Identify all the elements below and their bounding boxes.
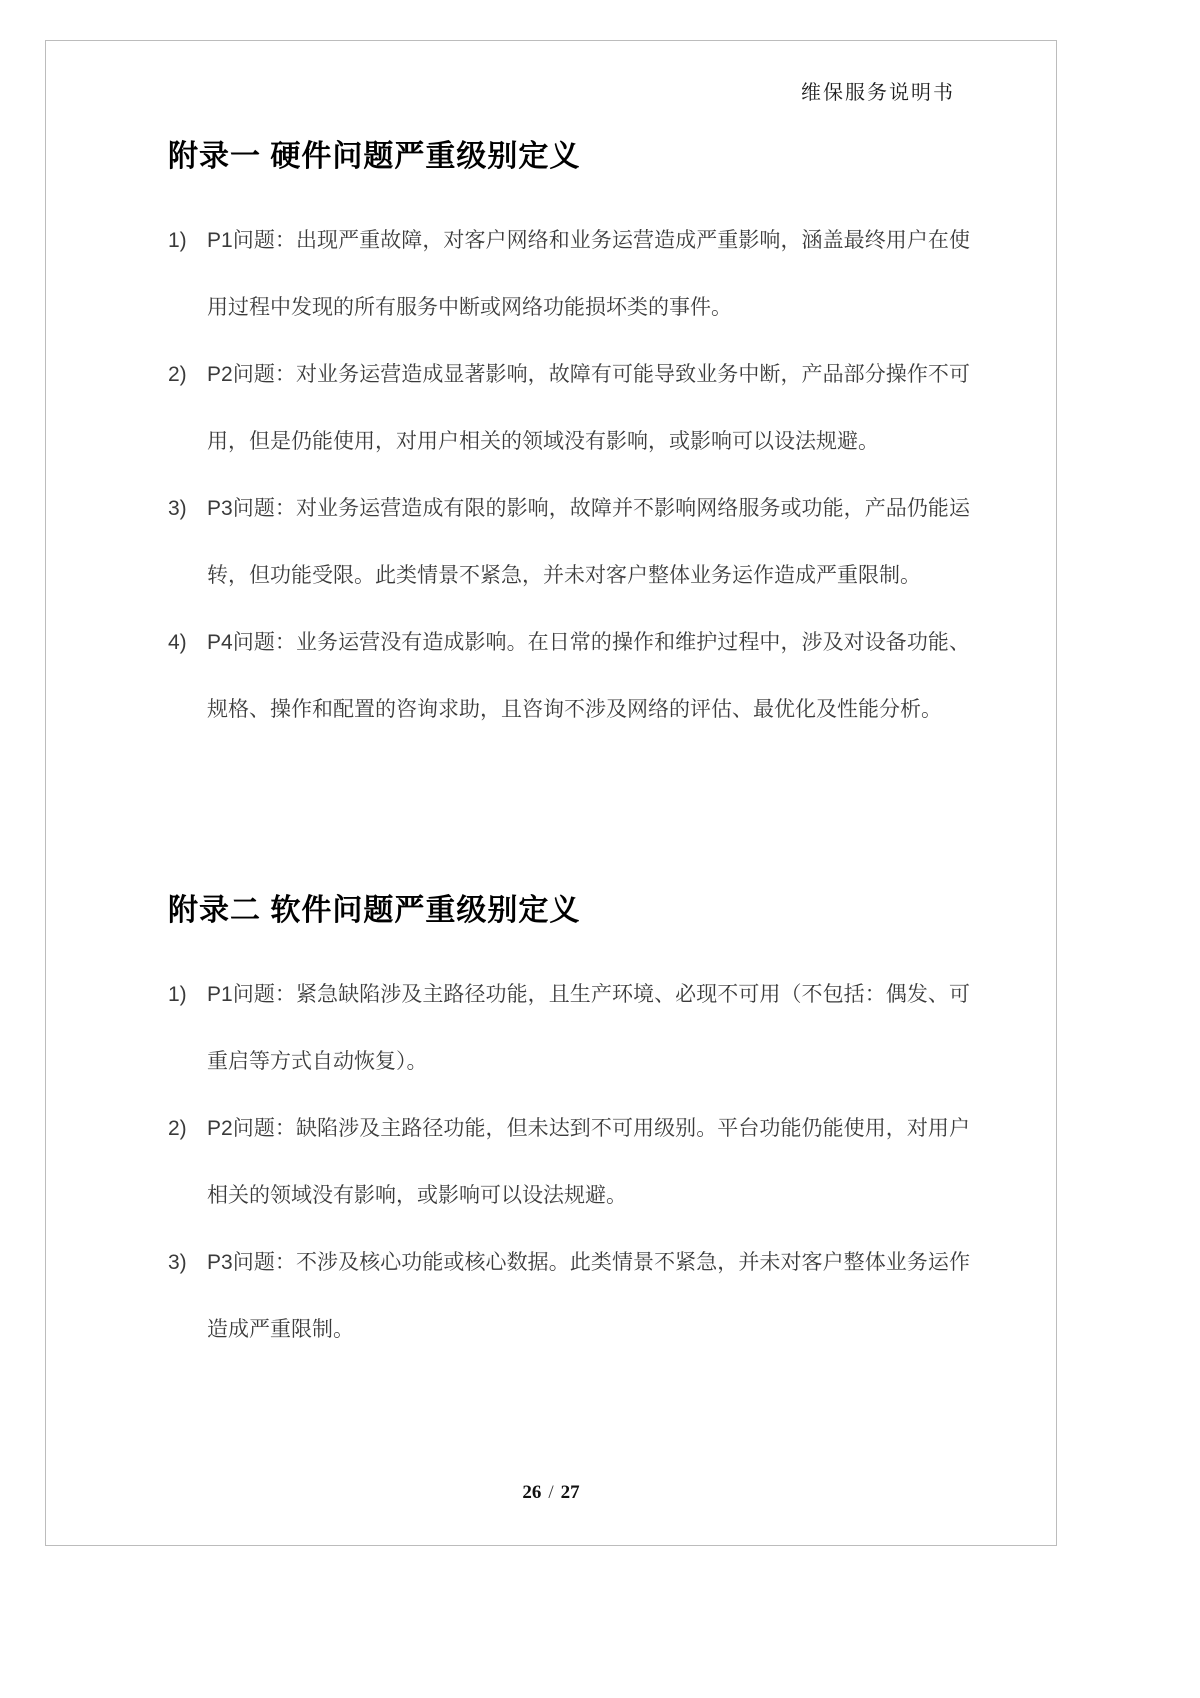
list-item-number: 3) xyxy=(168,497,187,520)
list-item-text: P2问题：缺陷涉及主路径功能，但未达到不可用级别。平台功能仍能使用，对用户相关的领域没有影响，或影响可以设法规避。 xyxy=(207,1117,970,1207)
list-item xyxy=(168,207,970,341)
appendix-2-title: 附录二 软件问题严重级别定义 xyxy=(168,894,581,927)
page-number-total: 27 xyxy=(560,1482,580,1503)
appendix-1-list xyxy=(168,207,970,743)
page-number-current: 26 xyxy=(522,1482,542,1503)
list-item xyxy=(168,609,970,743)
list-item-text: P1问题：紧急缺陷涉及主路径功能，且生产环境、必现不可用（不包括：偶发、可重启等方式自动恢复）。 xyxy=(207,983,970,1073)
page-number-separator: / xyxy=(548,1482,554,1503)
list-item xyxy=(168,341,970,475)
list-item xyxy=(168,961,970,1095)
list-item-number: 4) xyxy=(168,631,187,654)
appendix-2-list xyxy=(168,961,970,1363)
list-item-text: P4问题：业务运营没有造成影响。在日常的操作和维护过程中，涉及对设备功能、规格、操作和配置的咨询求助，且咨询不涉及网络的评估、最优化及性能分析。 xyxy=(207,631,970,721)
list-item xyxy=(168,1095,970,1229)
list-item-text: P3问题：不涉及核心功能或核心数据。此类情景不紧急，并未对客户整体业务运作造成严重限制。 xyxy=(207,1251,970,1341)
appendix-1-title: 附录一 硬件问题严重级别定义 xyxy=(168,140,581,173)
list-item-number: 1) xyxy=(168,229,187,252)
appendix-1-section xyxy=(168,139,970,743)
list-item-text: P3问题：对业务运营造成有限的影响，故障并不影响网络服务或功能，产品仍能运转，但功能受限。此类情景不紧急，并未对客户整体业务运作造成严重限制。 xyxy=(207,497,970,587)
document-header-title: 维保服务说明书 xyxy=(801,82,955,104)
list-item-number: 1) xyxy=(168,983,187,1006)
list-item-number: 3) xyxy=(168,1251,187,1274)
page-footer xyxy=(45,1482,1057,1504)
list-item-number: 2) xyxy=(168,363,187,386)
list-item xyxy=(168,475,970,609)
appendix-2-section xyxy=(168,893,970,1363)
list-item-text: P2问题：对业务运营造成显著影响，故障有可能导致业务中断，产品部分操作不可用，但是仍能使用，对用户相关的领域没有影响，或影响可以设法规避。 xyxy=(207,363,970,453)
list-item-text: P1问题：出现严重故障，对客户网络和业务运营造成严重影响，涵盖最终用户在使用过程中发现的所有服务中断或网络功能损坏类的事件。 xyxy=(207,229,970,319)
list-item-number: 2) xyxy=(168,1117,187,1140)
list-item xyxy=(168,1229,970,1363)
